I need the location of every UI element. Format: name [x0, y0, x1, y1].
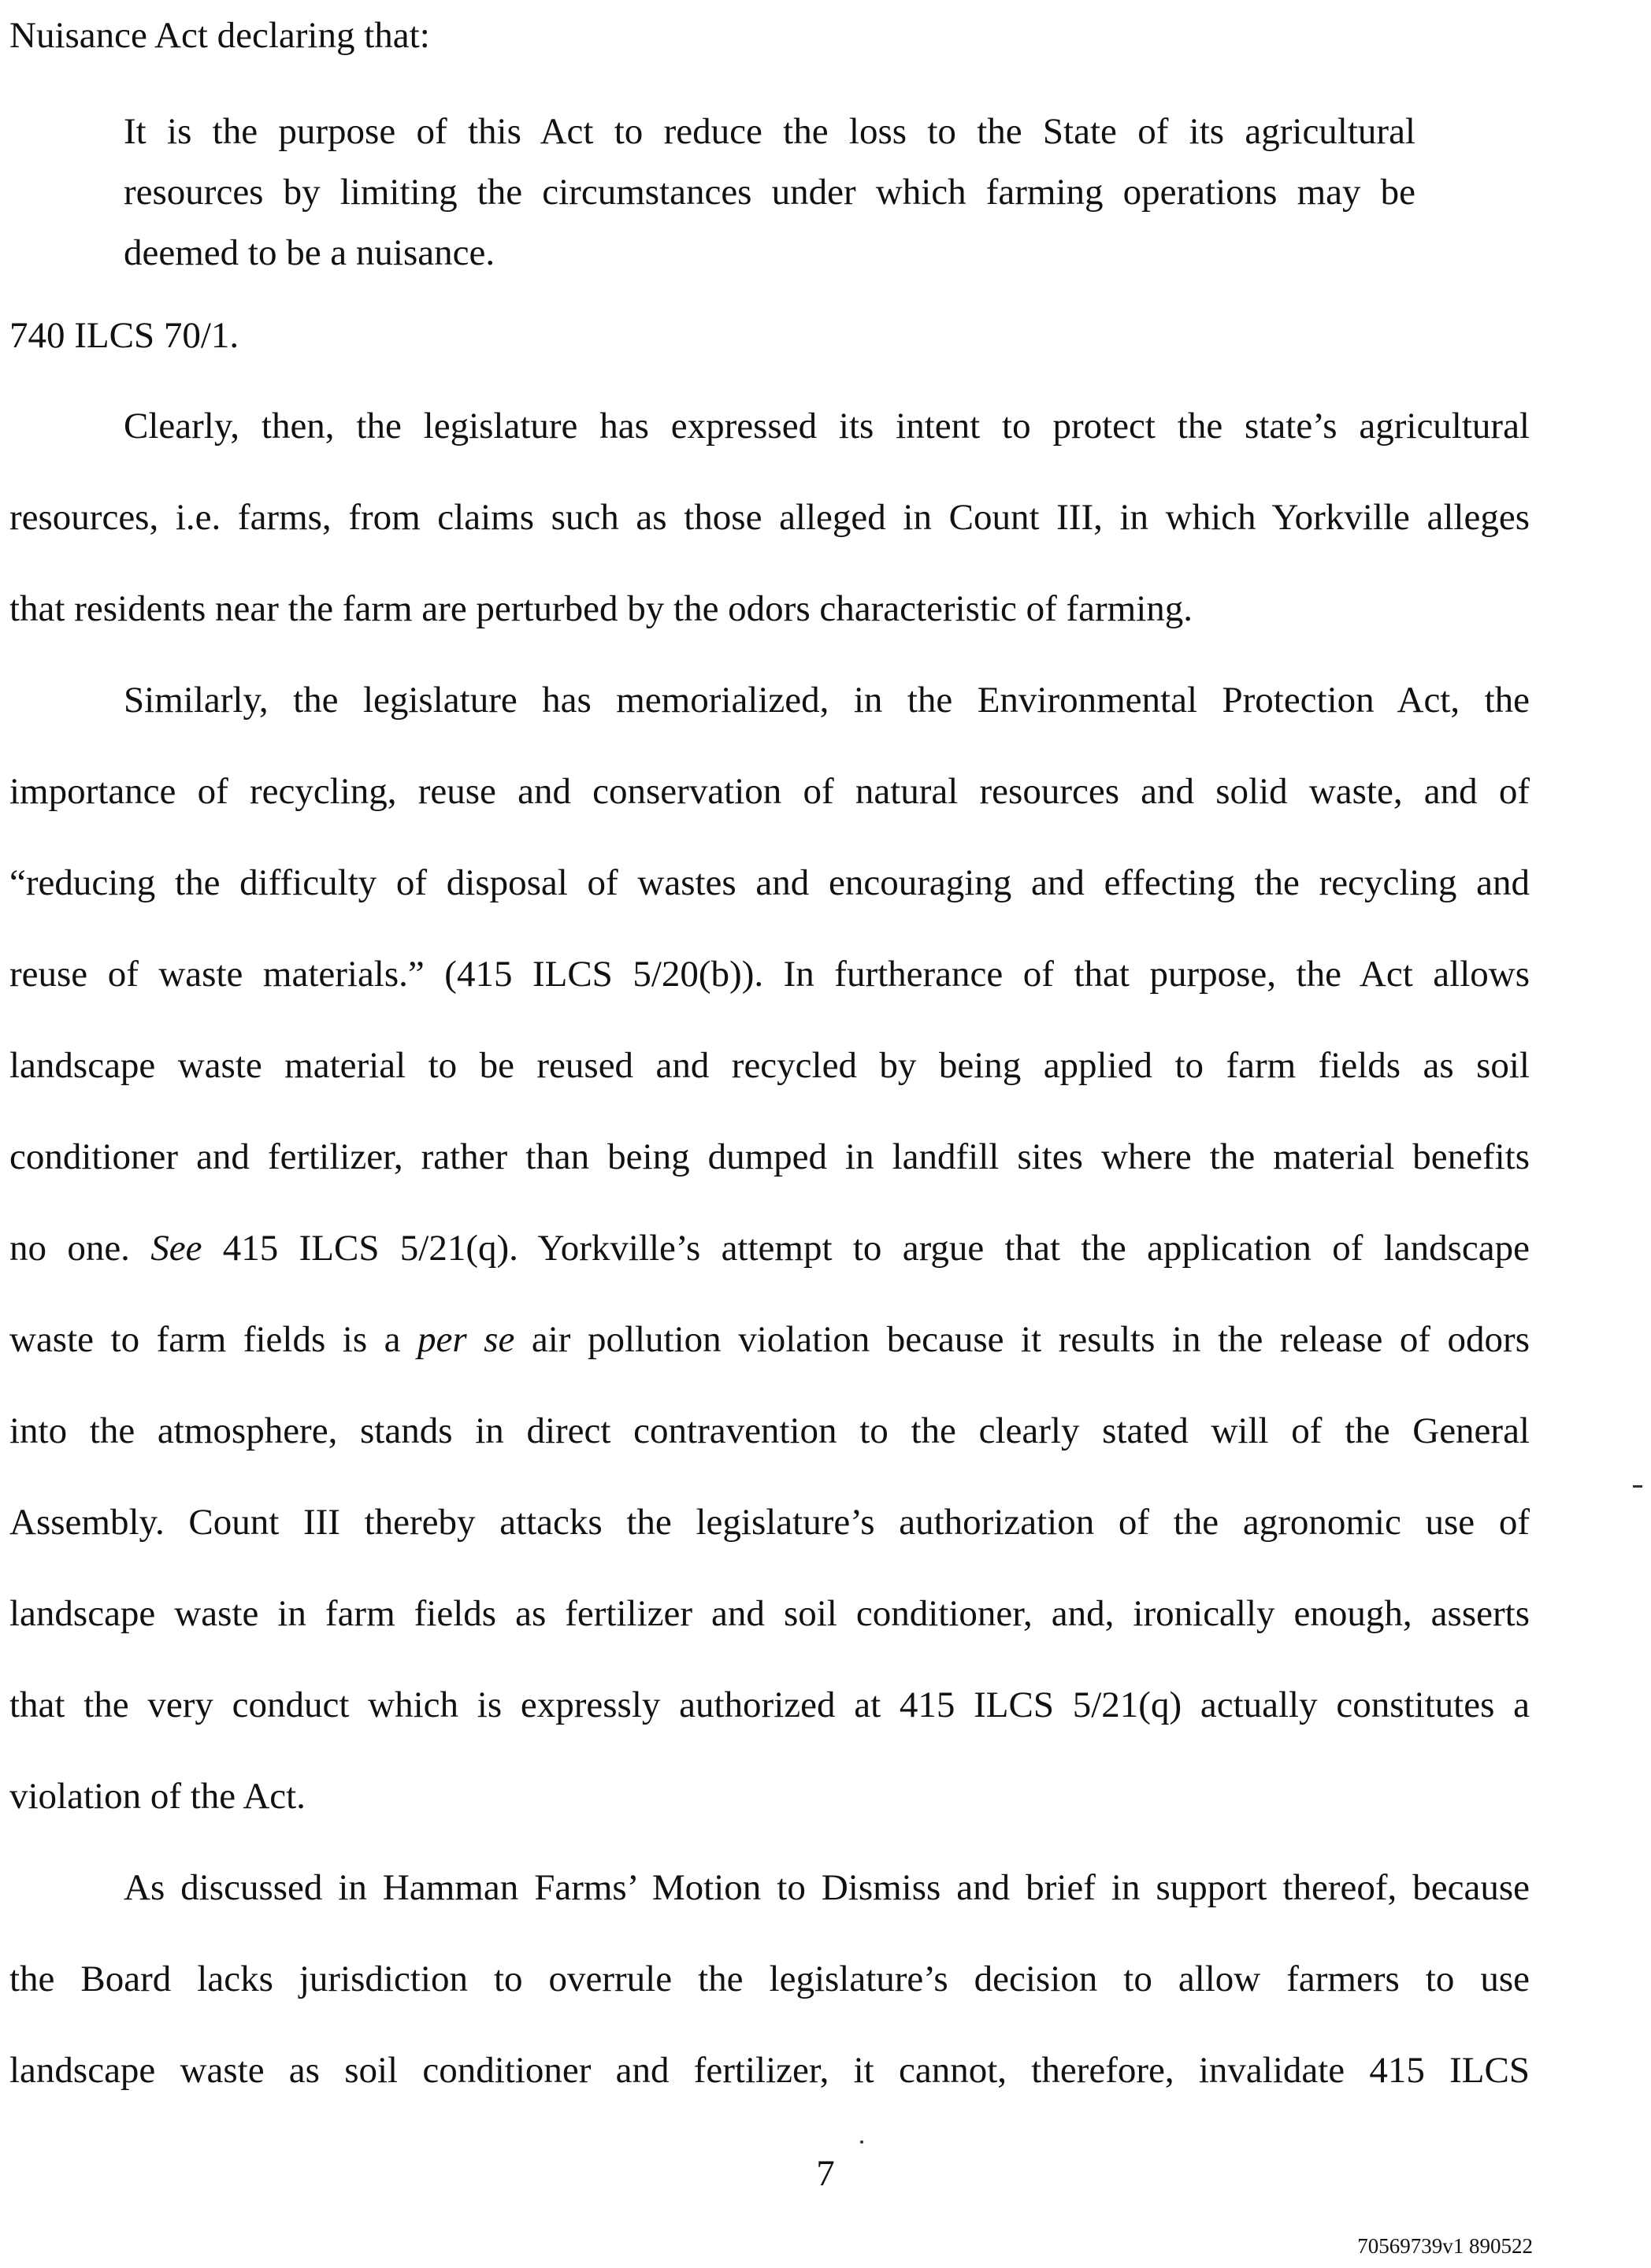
text-line: that residents near the farm are perturbed by the odors characteristic of farming. — [9, 588, 1193, 629]
document-id: 70569739v1 890522 — [1357, 2234, 1533, 2258]
text-line: Nuisance Act declaring that: — [9, 15, 430, 56]
text-line: “reducing the difficulty of disposal of wastes and encouraging and effecting the recycling and — [9, 862, 1530, 903]
text-segment: 415 ILCS 5/21(q). Yorkville’s attempt to argue that the application of landscape — [202, 1228, 1530, 1269]
text-line: landscape waste in farm fields as fertilizer and soil conditioner, and, ironically enough, asserts — [9, 1593, 1530, 1634]
citation-line: 740 ILCS 70/1. — [9, 315, 239, 356]
italic-term-per-se: per se — [417, 1319, 515, 1360]
text-line: the Board lacks jurisdiction to overrule the legislature’s decision to allow farmers to use — [9, 1959, 1530, 1999]
text-line: that the very conduct which is expressly authorized at 415 ILCS 5/21(q) actually constitutes a — [9, 1684, 1530, 1725]
text-line: violation of the Act. — [9, 1776, 306, 1817]
text-segment: air pollution violation because it results in the release of odors — [514, 1319, 1530, 1360]
text-line: into the atmosphere, stands in direct contravention to the clearly stated will of the General — [9, 1410, 1530, 1451]
block-quote-line: resources by limiting the circumstances under which farming operations may be — [124, 172, 1415, 213]
text-line: landscape waste as soil conditioner and fertilizer, it cannot, therefore, invalidate 415 ILCS — [9, 2050, 1530, 2091]
block-quote-line: It is the purpose of this Act to reduce the loss to the State of its agricultural — [124, 111, 1415, 152]
text-line: Similarly, the legislature has memorialized, in the Environmental Protection Act, the — [124, 680, 1530, 721]
italic-signal-see: See — [150, 1228, 202, 1269]
text-line: reuse of waste materials.” (415 ILCS 5/20(b)). In furtherance of that purpose, the Act allows — [9, 954, 1530, 995]
text-segment: waste to farm fields is a — [9, 1319, 418, 1360]
text-segment: no one. — [9, 1228, 151, 1269]
text-line: As discussed in Hamman Farms’ Motion to Dismiss and brief in support thereof, because — [124, 1867, 1530, 1908]
page-number: 7 — [816, 2153, 835, 2194]
text-line: landscape waste material to be reused and recycled by being applied to farm fields as soil — [9, 1045, 1530, 1086]
text-line — [9, 1318, 1530, 1361]
text-line: conditioner and fertilizer, rather than being dumped in landfill sites where the material benefits — [9, 1136, 1530, 1177]
text-line — [9, 1227, 1530, 1269]
scan-mark — [860, 2140, 863, 2144]
block-quote-line: deemed to be a nuisance. — [124, 232, 495, 273]
text-line: importance of recycling, reuse and conservation of natural resources and solid waste, and of — [9, 771, 1530, 812]
text-line: Assembly. Count III thereby attacks the legislature’s authorization of the agronomic use of — [9, 1502, 1530, 1543]
text-line: resources, i.e. farms, from claims such as those alleged in Count III, in which Yorkville alleges — [9, 497, 1530, 538]
scan-mark — [1633, 1485, 1642, 1488]
text-line: Clearly, then, the legislature has expressed its intent to protect the state’s agricultural — [124, 406, 1530, 447]
